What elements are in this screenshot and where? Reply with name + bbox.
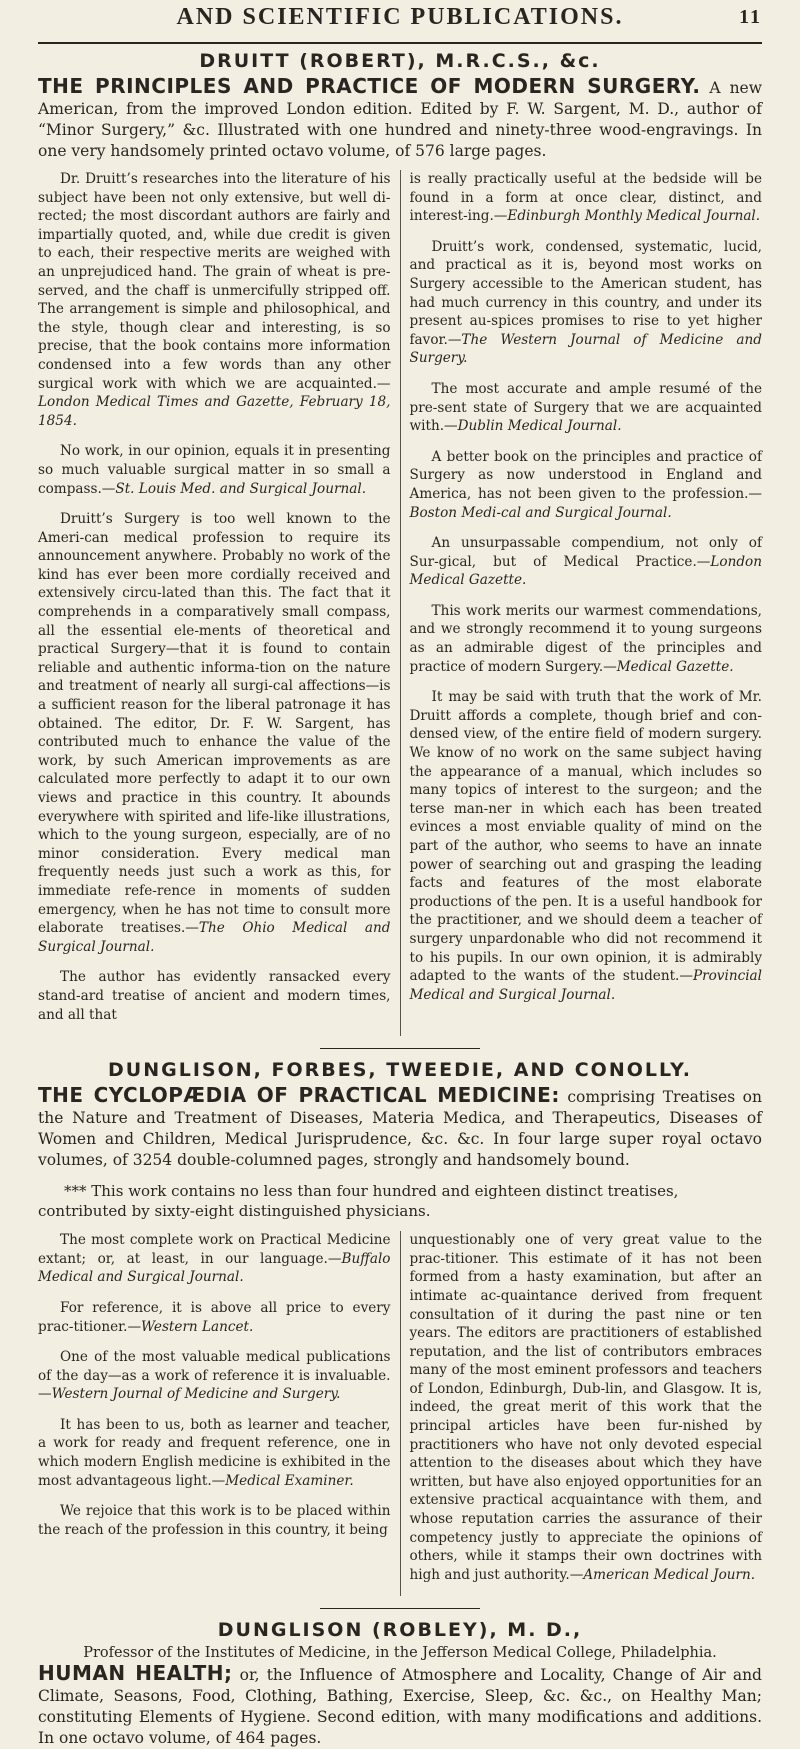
- review-source: Edinburgh Monthly Medical Journal.: [507, 208, 761, 225]
- review-text: This work merits our warmest commendations, and we strongly recommend it to young surgeons as an admirable digest of the principles and practice of modern Surgery.—: [409, 602, 762, 675]
- book-title: THE PRINCIPLES AND PRACTICE OF MODERN SURGERY.: [38, 74, 701, 98]
- review-source: Medical Examiner.: [225, 1472, 354, 1489]
- review-quote: [410, 688, 763, 1004]
- book-title: HUMAN HEALTH;: [38, 1661, 233, 1686]
- entry-human-health: [38, 1619, 762, 1749]
- section-divider: [320, 1608, 480, 1609]
- review-text: A better book on the principles and practice of Surgery as now understood in England and America, has not been given to the profession.—: [409, 448, 762, 502]
- review-source: Boston Medi-cal and Surgical Journal.: [409, 504, 672, 521]
- review-text: unquestionably one of very great value to the prac-titioner. This estimate of it has not been formed from a hasty examination, but after an intimate ac-quaintance derived from frequent consultation of it during the past nine or ten years. The editors are practitioners of established reputation, and the list of contributors embraces many of the most eminent professors and teachers of London, Edinburgh, Dub-lin, and Glasgow. It is, indeed, the great merit of this work that the principal articles have been fur-nished by practitioners who have not only devoted especial attention to the diseases about which they have written, but have also enjoyed opportunities for an extensive practical acquaintance with them, and whose reputation carries the assurance of their competency justly to appreciate the opinions of others, while it stamps their own doctrines with high and just authority.—: [409, 1232, 762, 1583]
- book-description: [38, 1085, 762, 1171]
- review-text: For reference, it is above all price to every prac-titioner.—: [38, 1299, 391, 1335]
- entry-cyclopaedia: [38, 1059, 762, 1596]
- review-source: The Ohio Medical and Surgical Journal.: [38, 920, 391, 955]
- review-quote: [410, 380, 763, 436]
- book-details: A new American, from the improved London edition. Edited by F. W. Sargent, M. D., author of “Minor Surgery,” &c. Illustrated with one hundred and ninety-three wood-engravings. In one very handsomely printed octavo volume, of 576 large pages.: [38, 79, 762, 160]
- review-text: One of the most valuable medical publications of the day—as a work of reference it is invaluable.—: [38, 1349, 391, 1403]
- review-source: St. Louis Med. and Surgical Journal.: [115, 480, 367, 497]
- review-text: Dr. Druitt’s researches into the literature of his subject have been not only extensive, but well di-rected; the most discordant authors are fairly and impartially quoted, and, while due credit is given to each, their respective merits are weighed with an unprejudiced hand. The grain of wheat is pre-served, and the chaff is unmercifully stripped off. The arrangement is simple and philosophical, and the style, though clear and interesting, is so precise, that the book contains more information condensed into a few words than any other surgical work with which we are acquainted.—: [38, 171, 391, 392]
- book-details: comprising Treatises on the Nature and Treatment of Diseases, Materia Medica, and Therapeutics, Diseases of Women and Children, Medical Jurisprudence, &c. &c. In four large super royal octavo volumes, of 3254 double-columned pages, strongly and handsomely bound.: [38, 1088, 762, 1170]
- author-heading: DUNGLISON (ROBLEY), M. D.,: [217, 1619, 583, 1642]
- review-quote: [410, 602, 763, 676]
- review-quote: [410, 448, 763, 522]
- left-column: [38, 170, 401, 1036]
- section-divider: [320, 1048, 480, 1049]
- review-quote: [38, 510, 391, 956]
- book-details: or, the Influence of Atmosphere and Locality, Change of Air and Climate, Seasons, Food, Clothing, Bathing, Exercise, Sleep, &c. &c., on Healthy Man; constituting Elements of Hygiene. Second edition, with many modifications and additions. In one octavo volume, of 464 pages.: [38, 1666, 762, 1748]
- review-source: Dublin Medical Journal.: [457, 418, 622, 435]
- review-source: Provincial Medical and Surgical Journal.: [409, 968, 762, 1003]
- review-quote: [38, 442, 391, 498]
- review-source: Western Journal of Medicine and Surgery.: [51, 1386, 341, 1403]
- review-source: Buffalo Medical and Surgical Journal.: [38, 1250, 391, 1286]
- author-heading: DRUITT (ROBERT), M.R.C.S., &c.: [199, 50, 601, 72]
- book-title: THE CYCLOPÆDIA OF PRACTICAL MEDICINE:: [38, 1083, 560, 1108]
- review-quote: [410, 238, 763, 368]
- review-source: American Medical Journ.: [583, 1566, 756, 1583]
- header-rule: [38, 42, 762, 44]
- review-text: It has been to us, both as learner and teacher, a work for ready and frequent reference, one in which modern English medicine is exhibited in the most advantageous light.—: [38, 1416, 391, 1489]
- review-text: Druitt’s work, condensed, systematic, lucid, and practical as it is, beyond most works on Surgery accessible to the American student, has had much currency in this country, and under its present au-spices promises to rise to yet higher favor.—: [409, 238, 762, 348]
- right-column: [401, 170, 763, 1036]
- running-head: [38, 0, 762, 42]
- book-description: [38, 1663, 762, 1749]
- book-description: [38, 76, 762, 162]
- review-source: Medical Gazette.: [616, 658, 734, 675]
- review-text: No work, in our opinion, equals it in presenting so much valuable surgical matter in so small a compass.—: [38, 443, 391, 497]
- review-columns: [38, 170, 762, 1036]
- review-source: London Medical Times and Gazette, February 18, 1854.: [38, 394, 391, 429]
- review-text: The most accurate and ample resumé of the pre-sent state of Surgery that we are acquainted with.—: [409, 380, 762, 435]
- review-quote: [38, 1348, 391, 1404]
- review-text: An unsurpassable compendium, not only of Sur-gical, but of Medical Practice.—: [409, 535, 762, 570]
- review-text: The most complete work on Practical Medicine extant; or, at least, in our language.—: [38, 1232, 391, 1267]
- right-column: [401, 1231, 763, 1596]
- review-quote: [38, 1502, 391, 1539]
- review-source: The Western Journal of Medicine and Surgery.: [409, 331, 762, 367]
- review-quote: [410, 1231, 763, 1584]
- review-quote: [410, 534, 763, 590]
- left-column: [38, 1231, 401, 1596]
- review-quote: [38, 1416, 391, 1490]
- review-source: London Medical Gazette.: [409, 553, 762, 589]
- review-quote: [38, 1231, 391, 1287]
- review-quote: [38, 170, 391, 430]
- review-text: It may be said with truth that the work of Mr. Druitt affords a complete, though brief and con-densed view, of the entire field of modern surgery. We know of no work on the same subject having the appearance of a manual, which includes so many topics of interest to the surgeon; and the terse man-ner in which each has been treated evinces a most enviable quality of mind on the part of the author, who seems to have an innate power of searching out and grasping the leading facts and features of the most elaborate productions of the pen. It is a useful handbook for the practitioner, and we should deem a teacher of surgery unpardonable who did not recommend it to his pupils. In our own opinion, it is admirably adapted to the wants of the student.—: [409, 689, 762, 985]
- review-quote: [38, 1299, 391, 1336]
- contributors-note: *** This work contains no less than four hundred and eighteen distinct treatises, contributed by sixty-eight distinguished physicians.: [38, 1182, 679, 1221]
- review-source: Western Lancet.: [141, 1318, 254, 1335]
- review-text: We rejoice that this work is to be placed within the reach of the profession in this country, it being: [38, 1503, 391, 1538]
- author-affiliation: Professor of the Institutes of Medicine, in the Jefferson Medical College, Philadelphia.: [83, 1645, 717, 1662]
- review-columns: [38, 1231, 762, 1596]
- review-text: Druitt’s Surgery is too well known to the Ameri-can medical profession to require its announcement anywhere. Probably no work of the kind has ever been more cordially received and extensively circu-lated than this. The fact that it comprehends in a comparatively small compass, all the essential ele-ments of theoretical and practical Surgery—that it is found to contain reliable and authentic informa-tion on the nature and treatment of nearly all surgi-cal affections—is a sufficient reason for the liberal patronage it has obtained. The editor, Dr. F. W. Sargent, has contributed much to enhance the value of the work, by such American improvements as are calculated more perfectly to adapt it to our own views and practice in this country. It abounds everywhere with spirited and life-like illustrations, which to the young surgeon, especially, are of no minor consideration. Every medical man frequently needs just such a work as this, for immediate refe-rence in moments of sudden emergency, when he has not time to consult more elaborate treatises.—: [38, 511, 391, 937]
- running-head-title: AND SCIENTIFIC PUBLICATIONS.: [176, 4, 624, 30]
- entry-druitt: [38, 50, 762, 1036]
- review-quote: [38, 968, 391, 1024]
- review-text: The author has evidently ransacked every stand-ard treatise of ancient and modern times, and all that: [38, 969, 391, 1023]
- page-number: 11: [739, 6, 762, 28]
- review-text: is really practically useful at the bedside will be found in a form at once clear, distinct, and interest-ing.—: [409, 171, 762, 225]
- review-quote: [410, 170, 763, 226]
- author-heading: DUNGLISON, FORBES, TWEEDIE, AND CONOLLY.: [108, 1059, 692, 1082]
